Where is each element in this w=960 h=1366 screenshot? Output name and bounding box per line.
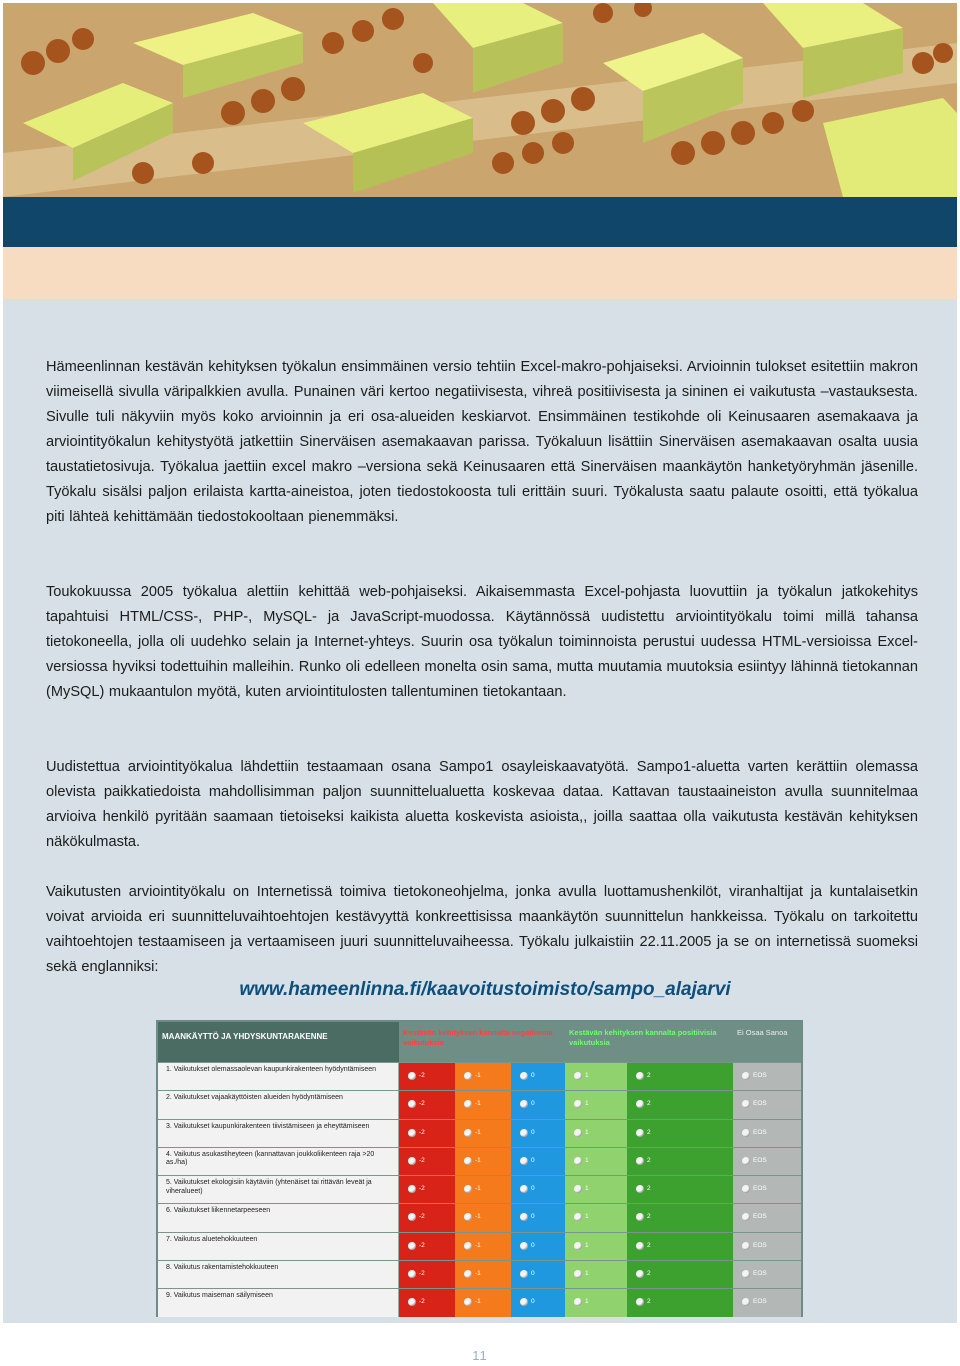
criterion-label: 8. Vaikutus rakentamistehokkuuteen (158, 1261, 399, 1288)
rating-option[interactable] (511, 1204, 565, 1231)
rating-value: EOS (753, 1270, 767, 1278)
criterion-label: 7. Vaikutus aluetehokkuuteen (158, 1233, 399, 1260)
rating-option[interactable] (399, 1233, 455, 1260)
table-row (158, 1062, 801, 1090)
radio-icon[interactable] (742, 1129, 750, 1137)
header-band (3, 197, 957, 247)
radio-icon[interactable] (464, 1213, 472, 1221)
criterion-label: 1. Vaikutukset olemassaolevan kaupunkirakenteen hyödyntämiseen (158, 1063, 399, 1090)
radio-icon[interactable] (464, 1242, 472, 1250)
radio-icon[interactable] (742, 1213, 750, 1221)
radio-icon[interactable] (408, 1213, 416, 1221)
rating-value: 1 (585, 1072, 589, 1079)
rating-option[interactable] (455, 1176, 511, 1203)
radio-icon[interactable] (520, 1185, 528, 1193)
table-row (158, 1232, 801, 1260)
paragraph-2: Toukokuussa 2005 työkalua alettiin kehittää web-pohjaiseksi. Aikaisemmasta Excel-pohjasta luovuttiin ja työkalun jatkokehitys tapahtuisi HTML/CSS-, PHP-, MySQL- ja JavaScript-muodossa. Käytännössä uudistettu arviointityökalu toimi millä tahansa tietokoneella, jolla oli uudehko selain ja Internet-yhteys. Suurin osa työkalun toiminnoista perustui uudessa HTML-versioissa Excel-versiossa hyviksi todettuihin malleihin. Runko oli edelleen monelta osin sama, mutta muutamia muutoksia esiintyy lähinnä tietokannan (MySQL) mukaantulon myötä, kuten arviointitulosten tallentuminen tietokantaan. (46, 584, 918, 700)
rating-option[interactable] (627, 1204, 733, 1231)
rating-option[interactable] (627, 1289, 733, 1316)
rating-option[interactable] (399, 1176, 455, 1203)
criterion-label: 5. Vaikutukset ekologisiin käytäviin (yhtenäiset tai rittävän leveät ja viheralueet) (158, 1176, 399, 1203)
radio-icon[interactable] (408, 1185, 416, 1193)
paragraph-1: Hämeenlinnan kestävän kehityksen työkalun ensimmäinen versio tehtiin Excel-makro-pohjaiseksi. Arvioinnin tulokset esitettiin makron viimeisellä sivulla väripalkkien avulla. Punainen väri kertoo negatiivisesta, vihreä positiivisesta ja sininen ei vaikutusta –vastauksesta. Sivulle tuli näkyviin myös koko arvioinnin ja eri osa-alueiden keskiarvot. Ensimmäinen testikohde oli Keinusaaren asemakaava ja arviointityökalun kehitystyötä jatkettiin Sinerväisen asemakaavan parissa. Työkaluun lisättiin Sinerväisen asemakaavan osalta uusia taustatietosivuja. Työkalua jaettiin excel makro –versiona sekä Keinusaaren että Sinerväisen maankäytön hanketyöryhmän jäsenille. Työkalu sisälsi paljon erilaista kartta-aineistoa, joten tiedostokoosta tuli erittäin suuri. Työkalusta saatu palaute osoitti, että työkalua piti lähteä kehittämään tiedostokooltaan pienemmäksi. (46, 359, 918, 525)
radio-icon[interactable] (520, 1298, 528, 1306)
rating-option[interactable] (511, 1148, 565, 1175)
rating-value: 2 (647, 1298, 651, 1306)
rating-option[interactable] (455, 1233, 511, 1260)
radio-icon[interactable] (574, 1129, 582, 1137)
criterion-label: 6. Vaikutukset liikennetarpeeseen (158, 1204, 399, 1231)
radio-icon[interactable] (574, 1298, 582, 1306)
rating-value: 2 (647, 1185, 651, 1193)
rating-value: -2 (419, 1270, 425, 1278)
rating-value: 1 (585, 1213, 589, 1221)
rating-option[interactable] (565, 1176, 627, 1203)
radio-icon[interactable] (408, 1100, 416, 1108)
evaluation-table-header (158, 1022, 801, 1062)
radio-icon[interactable] (742, 1100, 750, 1108)
table-row (158, 1147, 801, 1175)
rating-value: EOS (753, 1156, 767, 1164)
page-content (3, 299, 957, 1323)
rating-option[interactable] (511, 1091, 565, 1118)
rating-value: -1 (475, 1213, 481, 1221)
rating-value: 1 (585, 1298, 589, 1306)
rating-value: -1 (475, 1270, 481, 1278)
cannot-say-header: Ei Osaa Sanoa (733, 1022, 801, 1062)
rating-value: -1 (475, 1100, 481, 1108)
rating-value: 2 (647, 1213, 651, 1221)
positive-effects-header: Kestävän kehityksen kannalta positiivisia vaikutuksia (565, 1022, 733, 1062)
rating-value: -1 (475, 1185, 481, 1193)
rating-option[interactable] (733, 1091, 801, 1118)
rating-option[interactable] (511, 1289, 565, 1316)
rating-value: -2 (419, 1185, 425, 1193)
aerial-illustration (3, 3, 957, 197)
rating-value: 0 (531, 1100, 535, 1108)
radio-icon[interactable] (636, 1072, 644, 1080)
paragraph-4: Vaikutusten arviointityökalu on Internetissä toimiva tietokoneohjelma, jonka avulla luottamushenkilöt, viranhaltijat ja kuntalaisetkin voivat arvioida eri suunnitteluvaihtoehtojen kestävyyttä konkreettisissa maankäytön suunnittelun hankkeissa. Työkalu on tarkoitettu vaihtoehtojen testaamiseen ja vertaamiseen juuri suunnitteluvaiheessa. Työkalu julkaistiin 22.11.2005 ja se on internetissä suomeksi sekä englanniksi: (46, 884, 918, 975)
rating-value: EOS (753, 1185, 767, 1193)
radio-icon[interactable] (574, 1185, 582, 1193)
radio-icon[interactable] (636, 1298, 644, 1306)
rating-option[interactable] (399, 1063, 455, 1090)
aerial-town-image (3, 3, 957, 197)
radio-icon[interactable] (574, 1100, 582, 1108)
rating-option[interactable] (511, 1176, 565, 1203)
rating-option[interactable] (565, 1233, 627, 1260)
radio-icon[interactable] (574, 1213, 582, 1221)
rating-value: 1 (585, 1156, 589, 1164)
rating-value: -2 (419, 1128, 425, 1136)
rating-value: EOS (753, 1298, 767, 1306)
rating-option[interactable] (627, 1091, 733, 1118)
rating-value: -1 (475, 1072, 481, 1079)
rating-option[interactable] (455, 1204, 511, 1231)
rating-option[interactable] (399, 1261, 455, 1288)
negative-effects-header: Kestävän kehityksen kannalta negatiivisia vaikutuksia (399, 1022, 565, 1062)
rating-value: 0 (531, 1185, 535, 1193)
rating-value: -1 (475, 1128, 481, 1136)
rating-value: 0 (531, 1298, 535, 1306)
radio-icon[interactable] (742, 1157, 750, 1165)
radio-icon[interactable] (636, 1185, 644, 1193)
rating-value: -1 (475, 1241, 481, 1249)
rating-option[interactable] (733, 1120, 801, 1147)
rating-option[interactable] (627, 1148, 733, 1175)
rating-value: 0 (531, 1270, 535, 1278)
rating-option[interactable] (733, 1289, 801, 1316)
rating-option[interactable] (733, 1063, 801, 1090)
radio-icon[interactable] (520, 1242, 528, 1250)
rating-value: EOS (753, 1128, 767, 1136)
table-row (158, 1288, 801, 1316)
rating-option[interactable] (565, 1091, 627, 1118)
table-row (158, 1119, 801, 1147)
radio-icon[interactable] (520, 1129, 528, 1137)
table-row (158, 1260, 801, 1288)
rating-value: -1 (475, 1156, 481, 1164)
rating-option[interactable] (565, 1063, 627, 1090)
paragraph-3: Uudistettua arviointityökalua lähdettiin testaamaan osana Sampo1 osayleiskaavatyötä. Sampo1-aluetta varten kerättiin olemassa olevista paikkatiedoista mahdollisimman paljon suunnittelualuetta koskevaa dataa. Kattavan taustaaineiston avulla suunnitelmaa arvioiva henkilö pyritään saamaan tietoiseksi kaikista aluetta koskevista asioista,, joilla saattaa olla vaikutusta kestävän kehityksen näkökulmasta. (46, 759, 918, 850)
rating-value: 2 (647, 1072, 651, 1079)
rating-value: 2 (647, 1270, 651, 1278)
rating-option[interactable] (627, 1176, 733, 1203)
evaluation-table-title: MAANKÄYTTÖ JA YHDYSKUNTARAKENNE (158, 1022, 399, 1062)
rating-option[interactable] (399, 1289, 455, 1316)
rating-value: -2 (419, 1072, 425, 1079)
evaluation-table-image (156, 1020, 803, 1317)
radio-icon[interactable] (574, 1242, 582, 1250)
radio-icon[interactable] (636, 1129, 644, 1137)
rating-value: -1 (475, 1298, 481, 1306)
radio-icon[interactable] (464, 1157, 472, 1165)
rating-value: EOS (753, 1213, 767, 1221)
rating-value: 0 (531, 1156, 535, 1164)
rating-option[interactable] (399, 1148, 455, 1175)
rating-value: 2 (647, 1100, 651, 1108)
page-number: 11 (472, 1348, 488, 1363)
rating-option[interactable] (399, 1091, 455, 1118)
radio-icon[interactable] (520, 1157, 528, 1165)
criterion-label: 9. Vaikutus maiseman säilymiseen (158, 1289, 399, 1316)
rating-value: 1 (585, 1100, 589, 1108)
rating-option[interactable] (627, 1120, 733, 1147)
radio-icon[interactable] (464, 1129, 472, 1137)
radio-icon[interactable] (408, 1072, 416, 1080)
radio-icon[interactable] (636, 1270, 644, 1278)
radio-icon[interactable] (408, 1270, 416, 1278)
radio-icon[interactable] (574, 1072, 582, 1080)
criterion-label: 3. Vaikutukset kaupunkirakenteen tiivistämiseen ja eheyttämiseen (158, 1120, 399, 1147)
radio-icon[interactable] (464, 1270, 472, 1278)
rating-value: EOS (753, 1100, 767, 1108)
rating-option[interactable] (511, 1063, 565, 1090)
radio-icon[interactable] (742, 1270, 750, 1278)
radio-icon[interactable] (408, 1129, 416, 1137)
criterion-label: 4. Vaikutus asukastiheyteen (kannattavan joukkoliikenteen raja >20 as./ha) (158, 1148, 399, 1175)
rating-option[interactable] (455, 1289, 511, 1316)
radio-icon[interactable] (464, 1185, 472, 1193)
rating-value: 0 (531, 1213, 535, 1221)
rating-value: -2 (419, 1298, 425, 1306)
table-row (158, 1203, 801, 1231)
peach-band (3, 247, 957, 299)
rating-value: 0 (531, 1072, 535, 1079)
rating-value: 1 (585, 1185, 589, 1193)
rating-value: 0 (531, 1128, 535, 1136)
evaluation-table-body (158, 1062, 801, 1317)
rating-option[interactable] (455, 1148, 511, 1175)
rating-value: -2 (419, 1241, 425, 1249)
rating-option[interactable] (733, 1204, 801, 1231)
rating-option[interactable] (627, 1261, 733, 1288)
radio-icon[interactable] (574, 1270, 582, 1278)
rating-option[interactable] (627, 1063, 733, 1090)
rating-option[interactable] (455, 1261, 511, 1288)
tool-link[interactable]: www.hameenlinna.fi/kaavoitustoimisto/sampo_alajarvi (239, 979, 731, 1000)
radio-icon[interactable] (520, 1213, 528, 1221)
radio-icon[interactable] (742, 1298, 750, 1306)
radio-icon[interactable] (408, 1157, 416, 1165)
rating-option[interactable] (733, 1233, 801, 1260)
radio-icon[interactable] (742, 1072, 750, 1080)
radio-icon[interactable] (520, 1072, 528, 1080)
rating-value: 0 (531, 1241, 535, 1249)
rating-option[interactable] (511, 1261, 565, 1288)
rating-option[interactable] (565, 1148, 627, 1175)
rating-option[interactable] (565, 1261, 627, 1288)
radio-icon[interactable] (464, 1072, 472, 1080)
rating-option[interactable] (733, 1176, 801, 1203)
rating-option[interactable] (733, 1261, 801, 1288)
rating-value: 2 (647, 1156, 651, 1164)
rating-value: EOS (753, 1072, 767, 1079)
radio-icon[interactable] (408, 1242, 416, 1250)
radio-icon[interactable] (742, 1185, 750, 1193)
table-row (158, 1090, 801, 1118)
rating-option[interactable] (565, 1120, 627, 1147)
radio-icon[interactable] (408, 1298, 416, 1306)
radio-icon[interactable] (464, 1100, 472, 1108)
rating-value: 1 (585, 1241, 589, 1249)
radio-icon[interactable] (464, 1298, 472, 1306)
rating-option[interactable] (455, 1091, 511, 1118)
criterion-label: 2. Vaikutukset vajaakäyttöisten alueiden hyödyntämiseen (158, 1091, 399, 1118)
table-row (158, 1175, 801, 1203)
rating-value: 2 (647, 1128, 651, 1136)
rating-value: -2 (419, 1156, 425, 1164)
rating-option[interactable] (455, 1120, 511, 1147)
rating-value: -2 (419, 1100, 425, 1108)
rating-value: 1 (585, 1270, 589, 1278)
rating-value: 2 (647, 1241, 651, 1249)
rating-option[interactable] (511, 1120, 565, 1147)
radio-icon[interactable] (636, 1157, 644, 1165)
radio-icon[interactable] (574, 1157, 582, 1165)
radio-icon[interactable] (520, 1270, 528, 1278)
rating-option[interactable] (733, 1148, 801, 1175)
rating-value: 1 (585, 1128, 589, 1136)
rating-option[interactable] (511, 1233, 565, 1260)
radio-icon[interactable] (520, 1100, 528, 1108)
radio-icon[interactable] (742, 1242, 750, 1250)
rating-option[interactable] (565, 1289, 627, 1316)
rating-value: EOS (753, 1241, 767, 1249)
rating-option[interactable] (455, 1063, 511, 1090)
rating-option[interactable] (399, 1204, 455, 1231)
rating-option[interactable] (627, 1233, 733, 1260)
radio-icon[interactable] (636, 1213, 644, 1221)
radio-icon[interactable] (636, 1242, 644, 1250)
radio-icon[interactable] (636, 1100, 644, 1108)
rating-option[interactable] (565, 1204, 627, 1231)
rating-value: -2 (419, 1213, 425, 1221)
rating-option[interactable] (399, 1120, 455, 1147)
